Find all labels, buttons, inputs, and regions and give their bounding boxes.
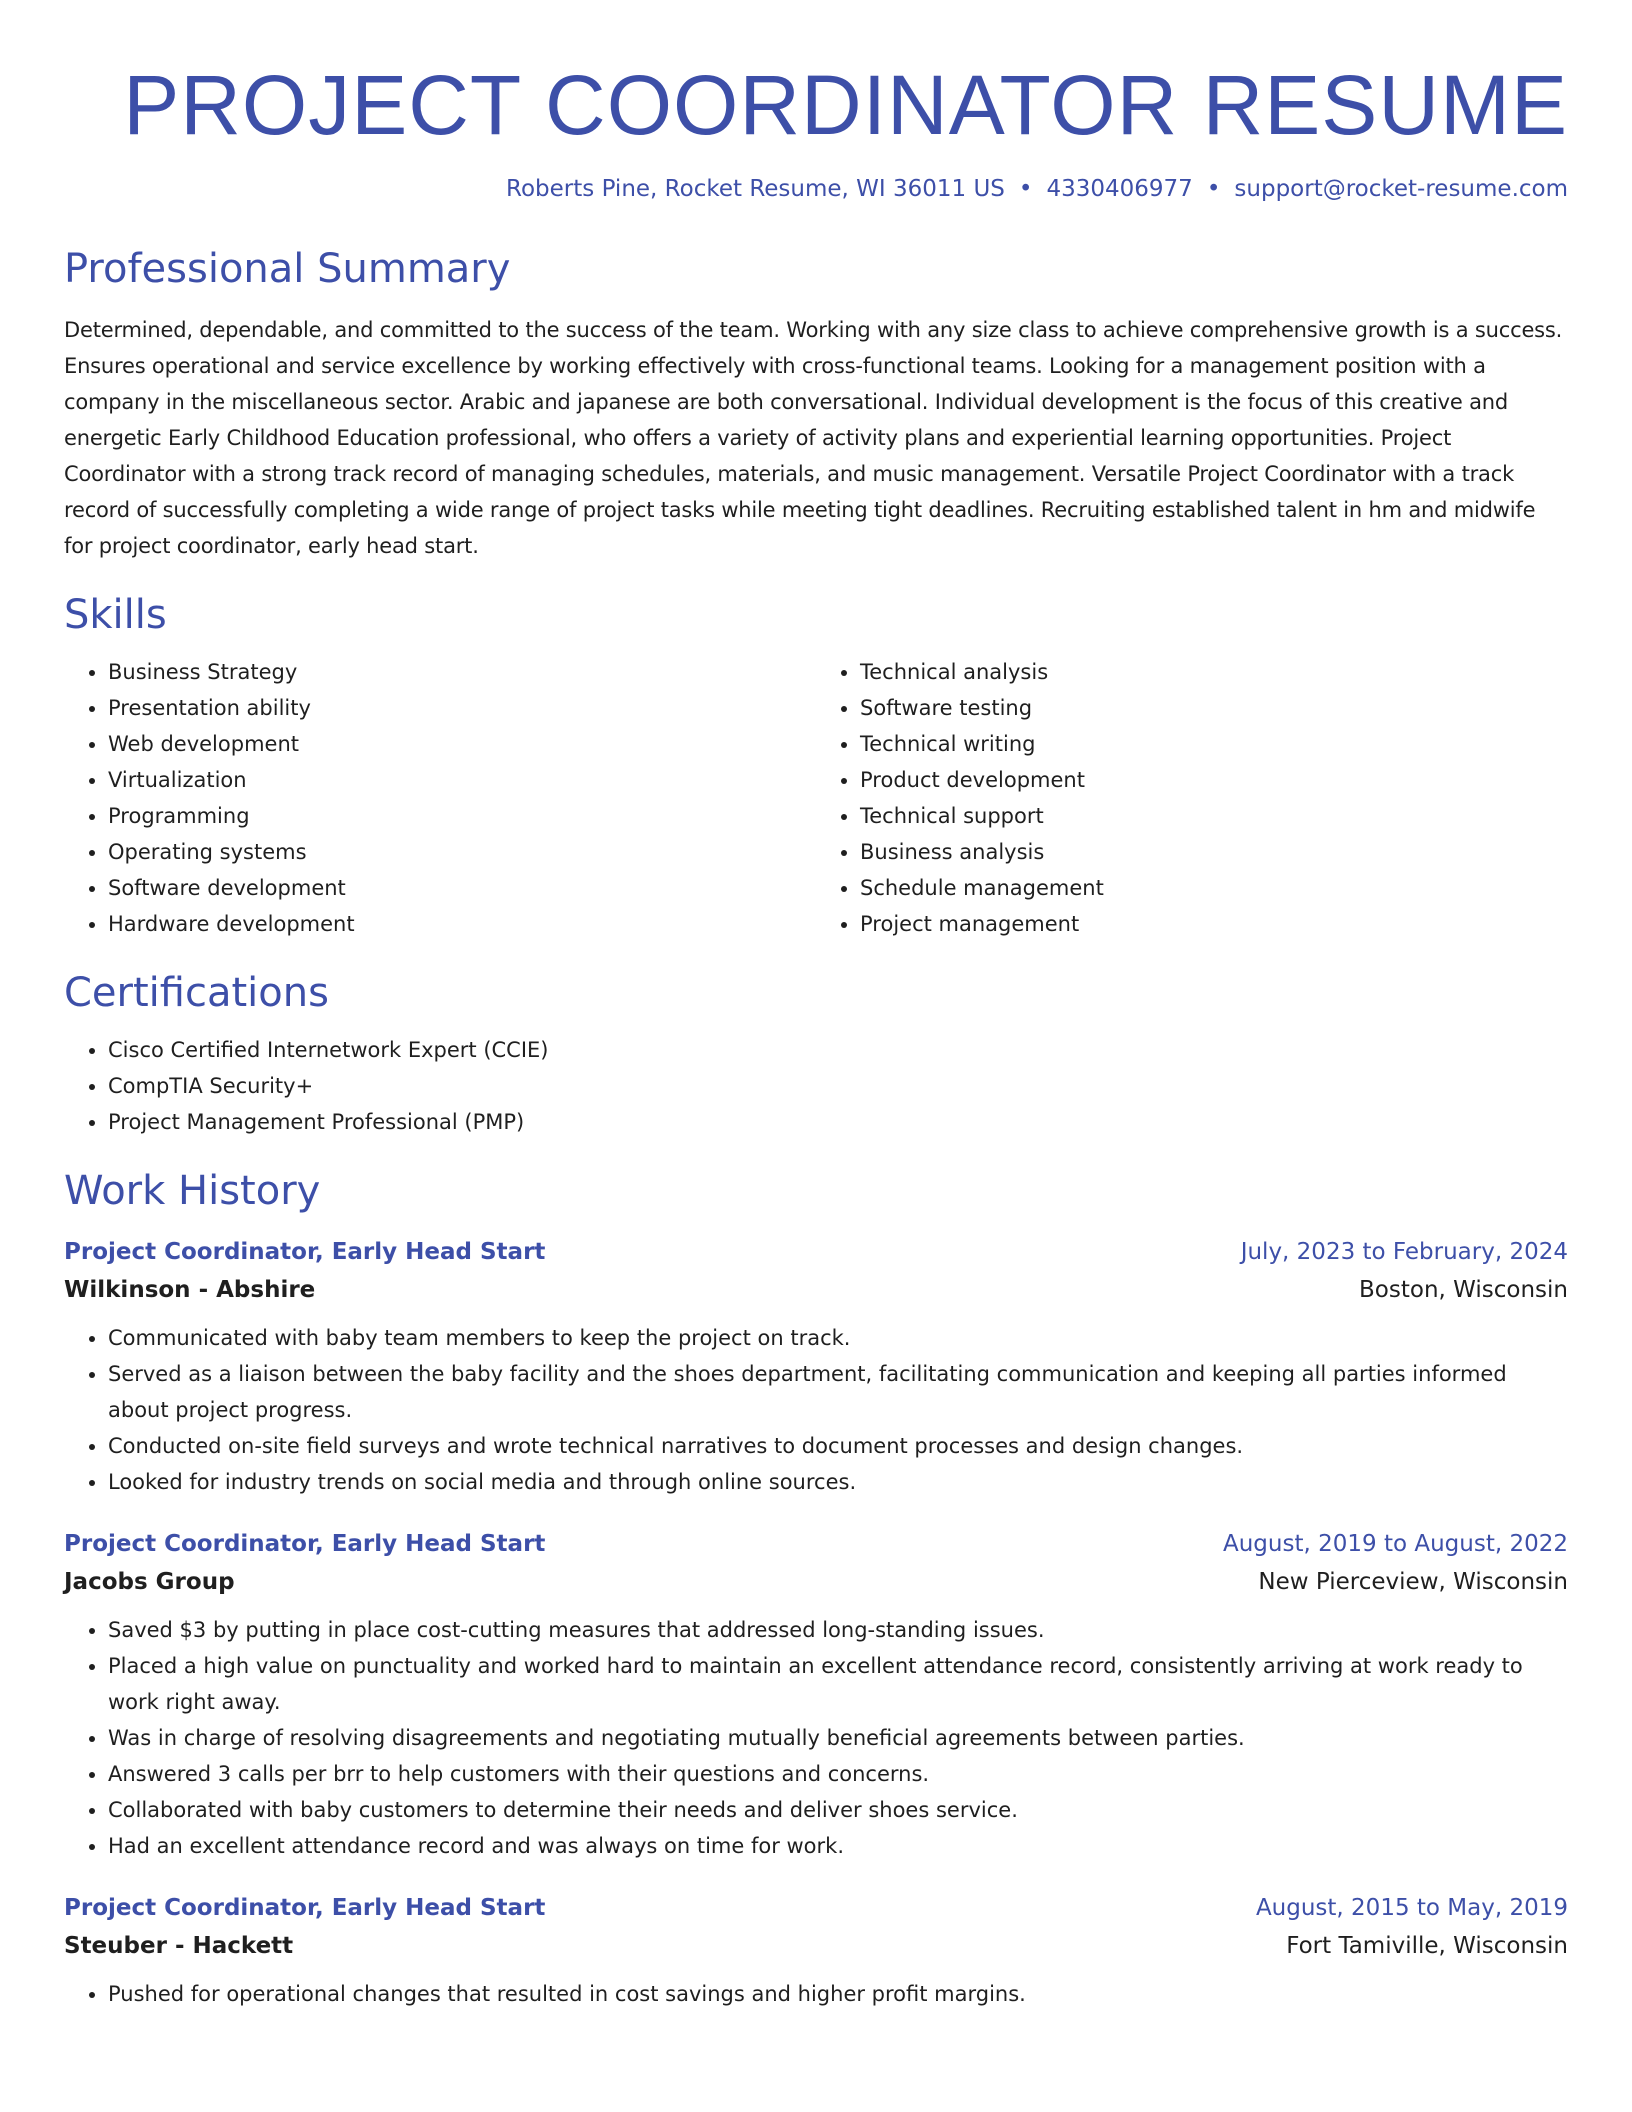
job-location: Boston, Wisconsin [1359,1277,1568,1303]
job-dates: August, 2019 to August, 2022 [1223,1531,1568,1557]
certifications-heading: Certifications [64,970,329,1016]
skill-item: • Programming [108,798,816,834]
job-duty: • Communicated with baby team members to keep the project on track. [108,1320,1568,1356]
job-employer-row [64,1270,1568,1310]
job-duty: • Had an excellent attendance record and was always on time for work. [108,1828,1568,1864]
skill-item: • Project management [860,906,1568,942]
certification-item: • CompTIA Security+ [108,1068,1568,1104]
skill-item: • Operating systems [108,834,816,870]
skill-item: • Schedule management [860,870,1568,906]
skill-item: • Virtualization [108,762,816,798]
job-employer-row [64,1562,1568,1602]
skills-column-left [64,654,816,942]
job-duty: • Served as a liaison between the baby facility and the shoes department, facilitating communication and keeping all parties informed about project progress. [108,1356,1568,1428]
job-header-row [64,1234,1568,1270]
summary-heading: Professional Summary [64,246,511,292]
job-duty: • Placed a high value on punctuality and worked hard to maintain an excellent attendance record, consistently arriving at work ready to work right away. [108,1648,1568,1720]
job-duty: • Saved $3 by putting in place cost-cutting measures that addressed long-standing issues. [108,1612,1568,1648]
certification-item: • Project Management Professional (PMP) [108,1104,1568,1140]
job-title: Project Coordinator, Early Head Start [64,1531,546,1557]
job-location: New Pierceview, Wisconsin [1258,1569,1568,1595]
job-entry [64,1234,1568,1500]
contact-separator: • [1018,176,1033,202]
skill-item: • Business Strategy [108,654,816,690]
contact-separator: • [1206,176,1221,202]
job-duty: • Conducted on-site field surveys and wrote technical narratives to document processes and design changes. [108,1428,1568,1464]
certifications-list [64,1032,1568,1140]
job-company: Steuber - Hackett [64,1933,294,1959]
skills-list [64,640,1568,942]
skill-item: • Presentation ability [108,690,816,726]
job-title: Project Coordinator, Early Head Start [64,1239,546,1265]
job-company: Wilkinson - Abshire [64,1277,316,1303]
skill-item: • Product development [860,762,1568,798]
skills-heading: Skills [64,592,167,638]
job-duty: • Was in charge of resolving disagreements and negotiating mutually beneficial agreements between parties. [108,1720,1568,1756]
contact-email[interactable]: support@rocket-resume.com [1234,176,1568,202]
resume-title: PROJECT COORDINATOR RESUME [123,58,1568,152]
skill-item: • Hardware development [108,906,816,942]
job-duty: • Collaborated with baby customers to determine their needs and deliver shoes service. [108,1792,1568,1828]
job-title: Project Coordinator, Early Head Start [64,1895,546,1921]
job-employer-row [64,1926,1568,1966]
skill-item: • Business analysis [860,834,1568,870]
summary-text: Determined, dependable, and committed to the success of the team. Working with any size class to achieve comprehensive growth is a success. Ensures operational and service excellence by working effectively with cross-functional teams. Looking for a management position with a company in the miscellaneous sector. Arabic and japanese are both conversational. Individual development is the focus of this creative and energetic Early Childhood Education professional, who offers a variety of activity plans and experiential learning opportunities. Project Coordinator with a strong track record of managing schedules, materials, and music management. Versatile Project Coordinator with a track record of successfully completing a wide range of project tasks while meeting tight deadlines. Recruiting established talent in hm and midwife for project coordinator, early head start. [64,318,1563,558]
job-header-row [64,1526,1568,1562]
job-duties-list [64,1612,1568,1864]
job-duty: • Looked for industry trends on social media and through online sources. [108,1464,1568,1500]
job-entry [64,1890,1568,2012]
skill-item: • Software testing [860,690,1568,726]
skill-item: • Technical writing [860,726,1568,762]
skill-item: • Technical analysis [860,654,1568,690]
skill-item: • Software development [108,870,816,906]
skills-column-right [816,654,1568,942]
skill-item: • Web development [108,726,816,762]
job-dates: July, 2023 to February, 2024 [1240,1239,1568,1265]
work-history-heading: Work History [64,1168,321,1214]
skill-item: • Technical support [860,798,1568,834]
job-duties-list [64,1976,1568,2012]
job-location: Fort Tamiville, Wisconsin [1286,1933,1568,1959]
contact-line [64,174,1568,204]
contact-address: Roberts Pine, Rocket Resume, WI 36011 US [506,176,1005,202]
certification-item: • Cisco Certified Internetwork Expert (CCIE) [108,1032,1568,1068]
job-company: Jacobs Group [64,1569,235,1595]
job-header-row [64,1890,1568,1926]
contact-phone: 4330406977 [1046,176,1193,202]
job-dates: August, 2015 to May, 2019 [1255,1895,1568,1921]
job-entry [64,1526,1568,1864]
job-duty: • Pushed for operational changes that resulted in cost savings and higher profit margins. [108,1976,1568,2012]
job-duties-list [64,1320,1568,1500]
job-duty: • Answered 3 calls per brr to help customers with their questions and concerns. [108,1756,1568,1792]
